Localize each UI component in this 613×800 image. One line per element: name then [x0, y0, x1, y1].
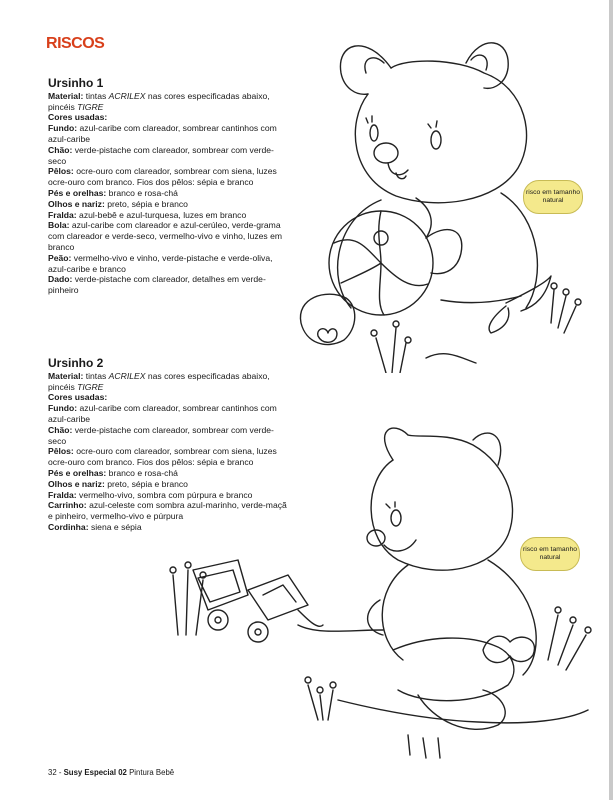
- color-item: [48, 253, 288, 275]
- material-brand: ACRILEX: [108, 90, 146, 101]
- magazine-name: Susy Especial 02: [63, 768, 127, 777]
- color-item: [48, 145, 288, 167]
- cores-label-text: Cores usadas:: [48, 392, 108, 403]
- material-label: Material:: [48, 370, 84, 381]
- material-text-b: nas cores especificadas abaixo, pincéis: [48, 370, 270, 392]
- cores-label: [48, 112, 288, 123]
- page-edge: [609, 0, 613, 800]
- color-item-label: Fralda:: [48, 209, 77, 220]
- color-item: [48, 199, 288, 210]
- material-label: Material:: [48, 90, 84, 101]
- color-item: [48, 274, 288, 296]
- cores-label: [48, 392, 288, 403]
- section-title: Ursinho 1: [48, 76, 104, 90]
- color-item-value: vermelho-vivo, sombra com púrpura e branco: [79, 489, 253, 500]
- color-item-value: azul-caribe com clareador e azul-cerúleo, verde-grama com clareador e verde-seco, vermelho-vivo e vinho, luzes em branco: [48, 220, 283, 252]
- color-item-value: vermelho-vivo e vinho, verde-pistache e verde-oliva, azul-caribe e branco: [48, 252, 273, 274]
- header-rest: ISCOS: [57, 35, 105, 52]
- color-item-label: Chão:: [48, 144, 73, 155]
- color-item-label: Fralda:: [48, 489, 77, 500]
- color-item-label: Olhos e nariz:: [48, 478, 105, 489]
- color-item-label: Fundo:: [48, 403, 78, 414]
- page-number: 32 -: [48, 768, 62, 777]
- color-item: [48, 188, 288, 199]
- material-line: [48, 371, 288, 393]
- material-brush: TIGRE: [77, 381, 104, 392]
- section-title: Ursinho 2: [48, 356, 104, 370]
- color-item: [48, 123, 288, 145]
- color-item-value: azul-caribe com clareador, sombrear cantinhos com azul-caribe: [48, 403, 277, 424]
- color-item-label: Pêlos:: [48, 166, 74, 177]
- color-item-label: Dado:: [48, 274, 73, 285]
- color-item: [48, 210, 288, 221]
- color-item-label: Pêlos:: [48, 446, 74, 457]
- color-item-label: Pés e orelhas:: [48, 187, 107, 198]
- teddy-bear-with-toy-car-drawing: [148, 420, 600, 760]
- color-item-label: Olhos e nariz:: [48, 198, 105, 209]
- color-item-value: ocre-ouro com clareador, sombrear com siena, luzes ocre-ouro com branco. Fios dos pêlos: sépia e branco: [48, 166, 277, 188]
- color-item-value: verde-pistache com clareador, sombrear com verde-seco: [48, 144, 274, 166]
- material-brush: TIGRE: [77, 101, 104, 112]
- color-item: [48, 166, 288, 188]
- color-item-label: Pés e orelhas:: [48, 467, 107, 478]
- color-item-value: verde-pistache com clareador, detalhes em verde-pinheiro: [48, 274, 266, 296]
- page-footer: [48, 768, 174, 777]
- color-item-value: preto, sépia e branco: [107, 198, 188, 209]
- color-item-value: verde-pistache com clareador, sombrear com verde-seco: [48, 424, 274, 446]
- color-item-value: azul-bebê e azul-turquesa, luzes em branco: [79, 209, 247, 220]
- color-item-label: Fundo:: [48, 123, 78, 134]
- magazine-subtitle: Pintura Bebê: [129, 768, 175, 777]
- color-item-label: Chão:: [48, 424, 73, 435]
- section-ursinho-1: [48, 78, 288, 296]
- color-list: [48, 123, 288, 296]
- material-brand: ACRILEX: [108, 370, 146, 381]
- material-text-b: nas cores especificadas abaixo, pincéis: [48, 90, 270, 112]
- color-item-value: siena e sépia: [90, 521, 142, 532]
- color-item-label: Cordinha:: [48, 521, 89, 532]
- page-header: [46, 35, 104, 53]
- material-text: tintas: [85, 90, 107, 101]
- color-item-value: ocre-ouro com clareador, sombrear com siena, luzes ocre-ouro com branco. Fios dos pêlos: sépia e branco: [48, 446, 277, 468]
- color-item-label: Bola:: [48, 220, 70, 231]
- material-text: tintas: [85, 370, 107, 381]
- header-initial: R: [46, 35, 58, 52]
- color-item-label: Peão:: [48, 252, 72, 263]
- color-item-value: azul-caribe com clareador, sombrear cantinhos com azul-caribe: [48, 123, 277, 144]
- actual-size-tag: risco em tamanho natural: [520, 537, 580, 571]
- color-item: [48, 220, 288, 252]
- color-item-value: azul-celeste com sombra azul-marinho, verde-maçã e pinheiro, vermelho-vivo e púrpura: [48, 500, 287, 522]
- actual-size-tag: risco em tamanho natural: [523, 180, 583, 214]
- cores-label-text: Cores usadas:: [48, 112, 108, 123]
- material-line: [48, 91, 288, 113]
- color-item-value: preto, sépia e branco: [107, 478, 188, 489]
- color-item-value: branco e rosa-chá: [108, 187, 178, 198]
- color-item-value: branco e rosa-chá: [108, 467, 178, 478]
- color-item-label: Carrinho:: [48, 500, 87, 511]
